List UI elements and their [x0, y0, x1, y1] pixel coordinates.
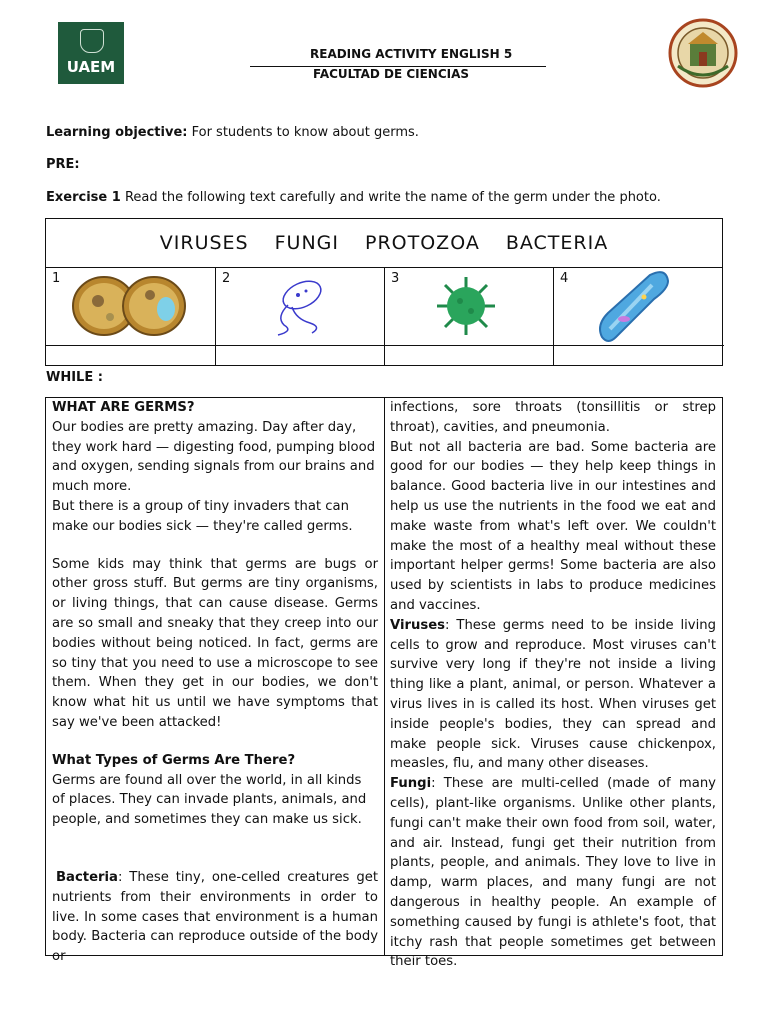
- answer-cell-4[interactable]: [554, 345, 724, 366]
- learning-objective-text: For students to know about germs.: [191, 125, 419, 140]
- learning-objective-label: Learning objective:: [46, 125, 188, 140]
- crest-icon: [80, 29, 104, 53]
- pre-label: PRE:: [46, 157, 80, 172]
- answer-cell-2[interactable]: [216, 345, 385, 366]
- exercise-table: [45, 218, 723, 366]
- answer-cell-3[interactable]: [385, 345, 554, 366]
- germ-option: FUNGI: [274, 232, 339, 254]
- fungi-text: : These are multi-celled (made of many cells), plant-like organisms. Unlike other plants, fungi can't make their own food from soil, water, and air. Instead, fungi get their nutrition from plants, people, and animals. They love to live in damp, warm places, and many fungi are not dangerous in healthy people. An example of something caused by fungi is athlete's foot, that itchy rash that people sometimes get between their toes.: [390, 776, 716, 970]
- exercise-label: Exercise 1: [46, 190, 121, 205]
- viruses-label: Viruses: [390, 617, 446, 633]
- section-heading: What Types of Germs Are There?: [52, 752, 296, 768]
- germ-options-row: [46, 219, 722, 268]
- paragraph: Some kids may think that germs are bugs or other gross stuff. But germs are tiny organisms, or living things, that can cause disease. Germs are so small and sneaky that they creep into our bodies without being noticed. In fact, germs are so tiny that you need to use a microscope to see them. When they get in our bodies, we don't know what hit us until we have symptoms that say we've been attacked!: [52, 556, 378, 730]
- paragraph: Germs are found all over the world, in all kinds of places. They can invade plants, animals, and people, and sometimes they can make us sick.: [52, 772, 367, 828]
- reading-box: [45, 397, 723, 970]
- viruses-paragraph: [390, 616, 716, 774]
- bacteria-label: Bacteria: [56, 869, 118, 885]
- reading-right-column: [390, 398, 716, 972]
- paragraph: But not all bacteria are bad. Some bacteria are good for our bodies — they help keep things in balance. Good bacteria live in our intestines and help us use the nutrients in the food we eat and make waste from what's left over. We couldn't make the most of a healthy meal without these important helper germs! Some bacteria are also used by scientists in labs to produce medicines and vaccines.: [390, 439, 716, 613]
- photo-cell-1: [46, 267, 216, 345]
- document-subtitle: FACULTAD DE CIENCIAS: [313, 67, 470, 81]
- photo-number: 4: [560, 271, 569, 286]
- section-heading: WHAT ARE GERMS?: [52, 400, 195, 415]
- fungi-label: Fungi: [390, 776, 432, 792]
- virus-image-icon: [435, 275, 497, 337]
- photo-number: 1: [52, 271, 61, 286]
- learning-objective: [46, 125, 419, 140]
- paragraph: But there is a group of tiny invaders that can make our bodies sick — they're called germs.: [52, 498, 353, 534]
- photo-number: 3: [391, 271, 400, 286]
- germ-option: VIRUSES: [159, 232, 249, 254]
- exercise-instruction: [46, 190, 661, 205]
- bacteria-text: : These tiny, one-celled creatures get nutrients from their environments in order to live. In some cases that environment is a human body. Bacteria can reproduce outside of the body or: [52, 869, 378, 965]
- while-label: WHILE :: [46, 370, 103, 385]
- protozoa-drawing-icon: [266, 273, 336, 339]
- column-divider: [384, 398, 385, 955]
- bacteria-image-icon: [594, 267, 674, 345]
- paragraph: infections, sore throats (tonsillitis or strep throat), cavities, and pneumonia.: [390, 400, 716, 435]
- answer-cell-1[interactable]: [46, 345, 216, 366]
- uaem-logo: [58, 22, 124, 84]
- photo-cell-3: [385, 267, 554, 345]
- fungi-paragraph: [390, 774, 716, 972]
- exercise-text: Read the following text carefully and write the name of the germ under the photo.: [124, 190, 661, 205]
- document-title: READING ACTIVITY ENGLISH 5: [310, 47, 513, 61]
- photo-number: 2: [222, 271, 231, 286]
- paragraph: Our bodies are pretty amazing. Day after day, they work hard — digesting food, pumping blood and oxygen, sending signals from our brains and much more.: [52, 419, 376, 495]
- university-seal-icon: [668, 18, 738, 88]
- photo-cell-4: [554, 267, 724, 345]
- germ-option: BACTERIA: [505, 232, 609, 254]
- viruses-text: : These germs need to be inside living cells to grow and reproduce. Most viruses can't survive very long if they're not inside a living thing like a plant, animal, or person. Whatever a virus lives in is called its host. When viruses get inside people's bodies, they can spread and make people sick. Viruses cause chickenpox, measles, flu, and many other diseases.: [390, 617, 716, 772]
- reading-left-column: [52, 398, 378, 967]
- logo-text: UAEM: [66, 58, 116, 76]
- bacteria-paragraph: [52, 868, 378, 967]
- photo-cell-2: [216, 267, 385, 345]
- fungi-cell-image-icon: [70, 273, 188, 339]
- germ-option: PROTOZOA: [365, 232, 480, 254]
